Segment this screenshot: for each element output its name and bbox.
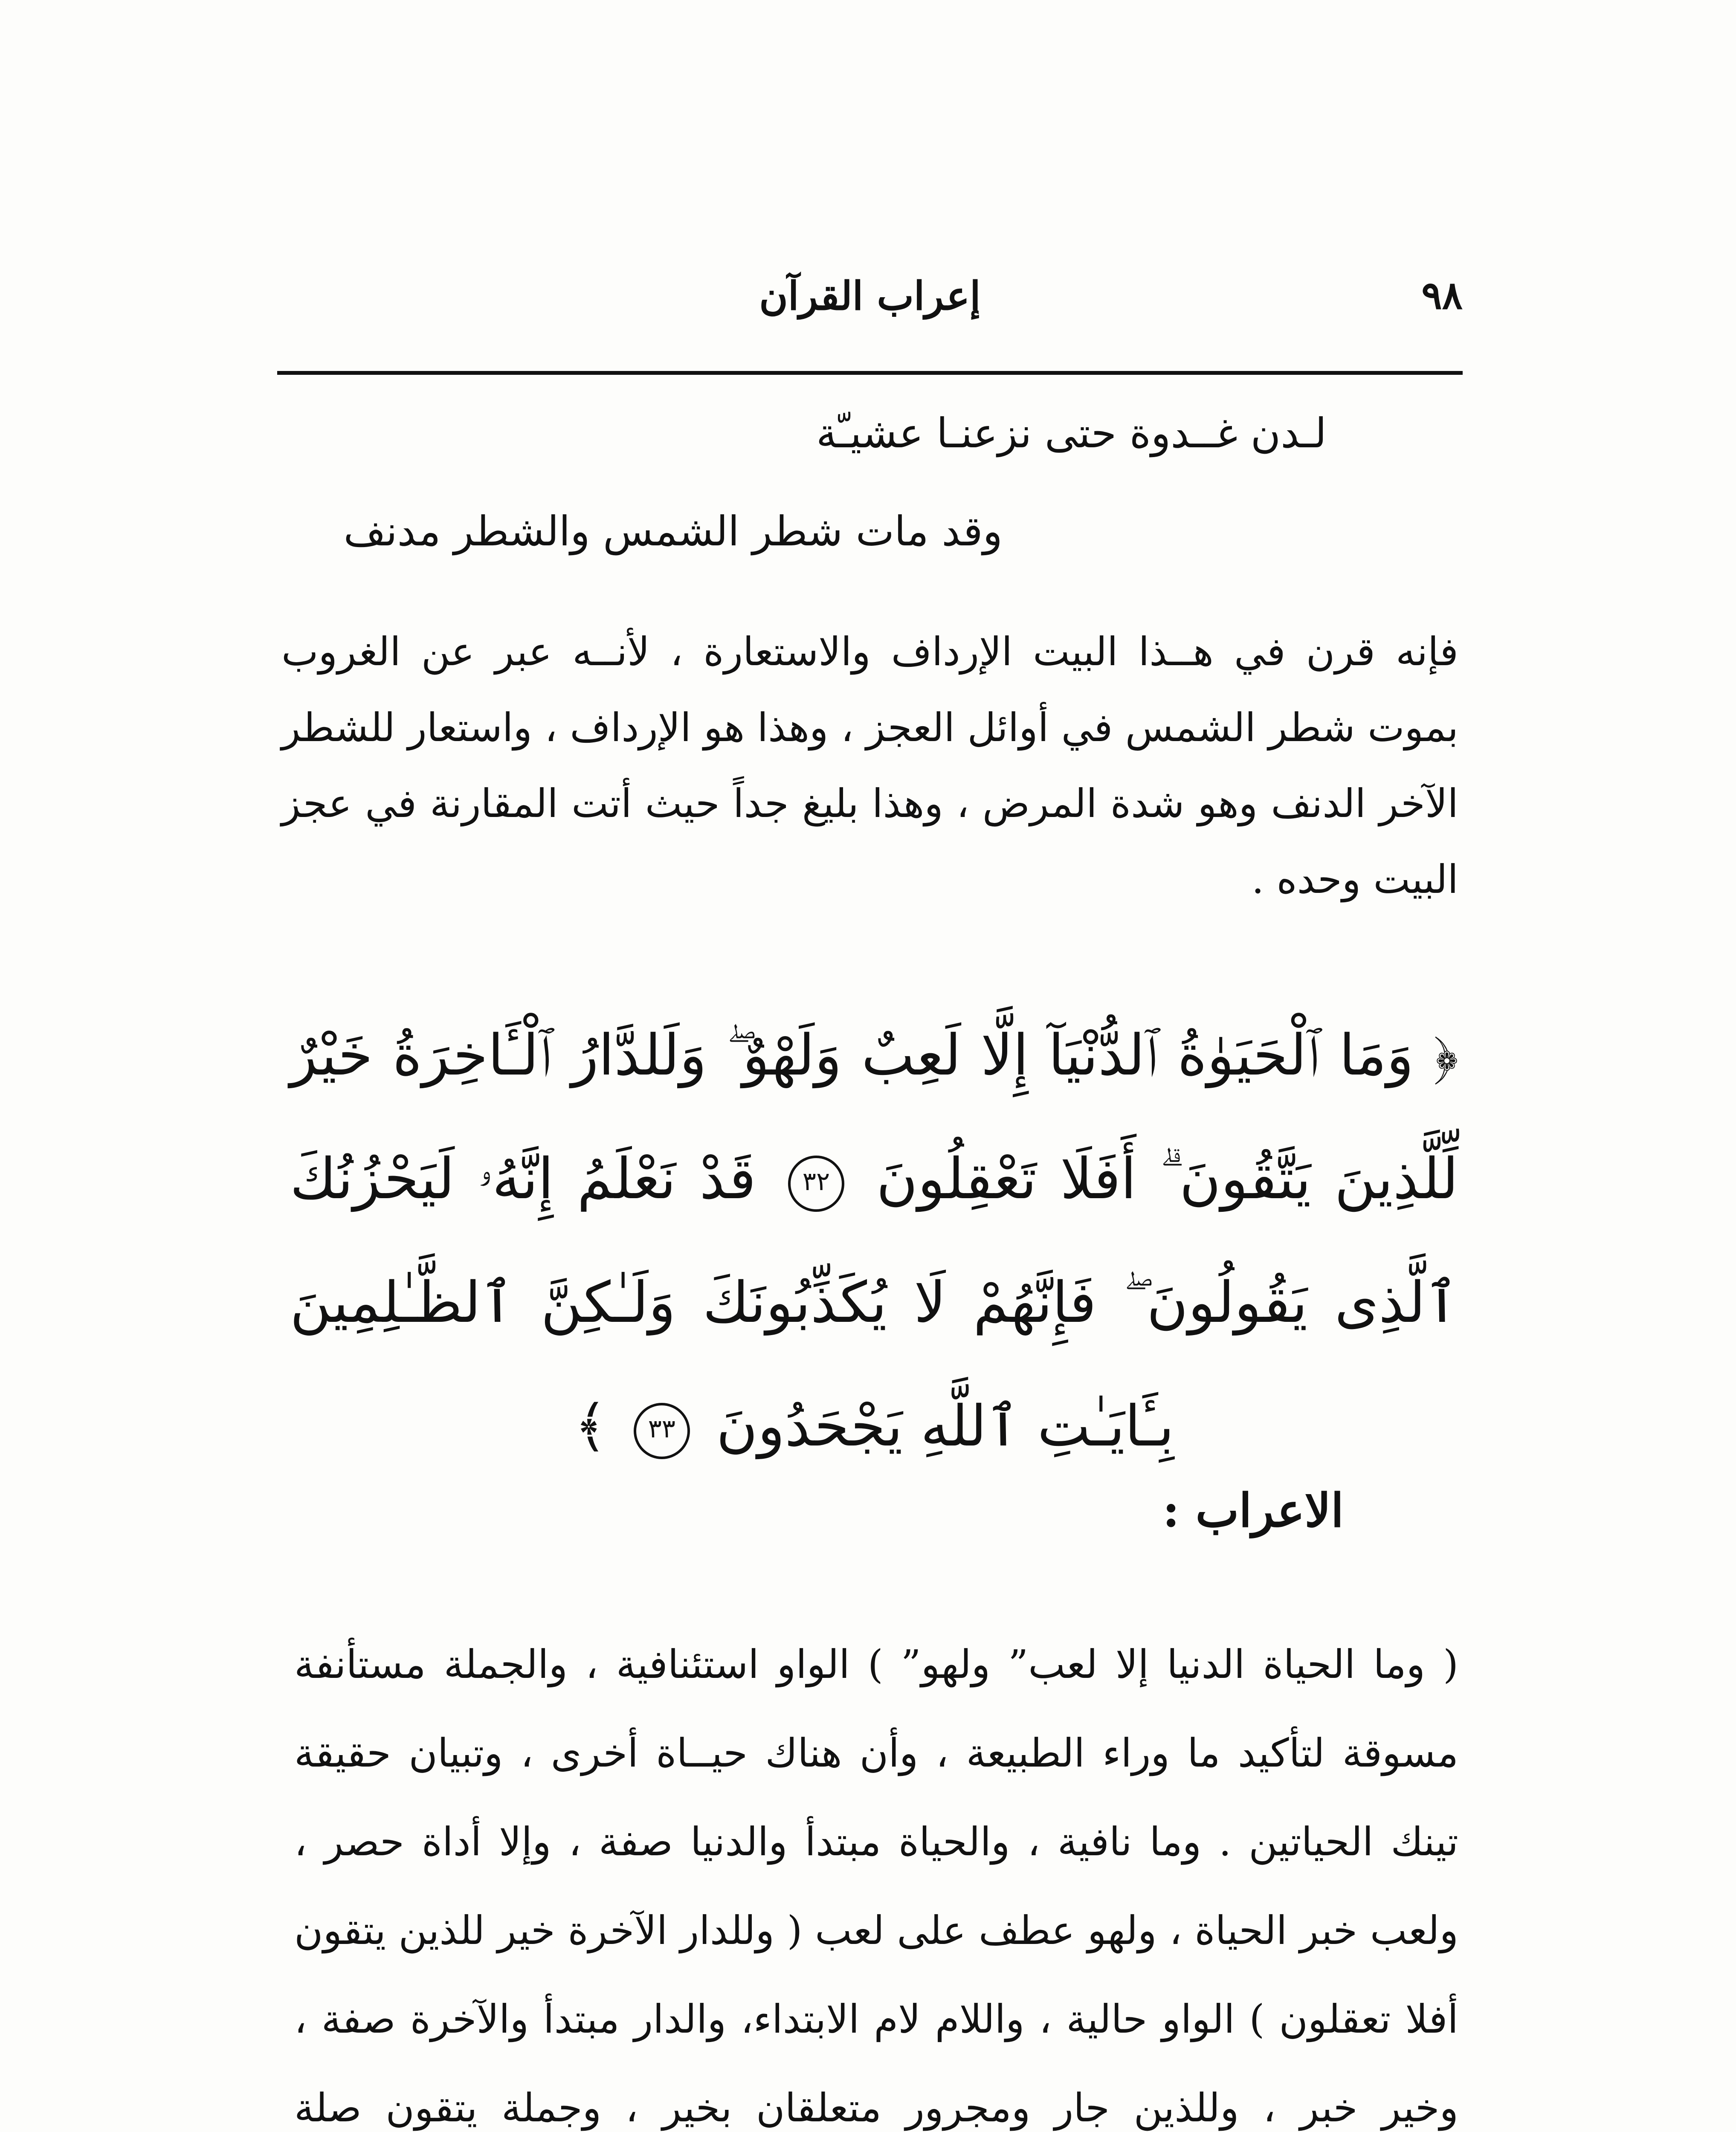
ayah-number-32: ٣٢	[788, 1156, 844, 1212]
running-title: إعراب القرآن	[759, 273, 981, 319]
page-number: ٩٨	[1421, 273, 1463, 318]
header-rule	[277, 371, 1463, 375]
commentary-paragraph: فإنه قرن في هــذا البيت الإرداف والاستعارة ، لأنــه عبر عن الغروب بموت شطر الشمس في أوائل العجز ، وهذا هو الإرداف ، واستعار للشطر الآخر الدنف وهو شدة المرض ، وهذا بليغ جداً حيث أتت المقارنة في عجز البيت وحده .	[281, 629, 1458, 902]
poem-line-1: لـدن غــدوة حتى نزعنـا عشيـّة	[816, 409, 1327, 457]
quran-open-bracket: ﴿	[1433, 1023, 1458, 1088]
quran-verse-32-text: وَمَا ٱلْحَيَوٰةُ ٱلدُّنْيَآ إِلَّا لَعِبٌ وَلَهْوٌ ۖ وَلَلدَّارُ ٱلْـَٔاخِرَةُ خَيْرٌ لِّلَّذِينَ يَتَّقُونَ ۗ أَفَلَا تَعْقِلُونَ	[290, 1023, 1458, 1212]
section-heading-irab: الاعراب :	[1162, 1484, 1344, 1538]
quran-verse-33-text: قَدْ نَعْلَمُ إِنَّهُۥ لَيَحْزُنُكَ ٱلَّذِى يَقُولُونَ ۖ فَإِنَّهُمْ لَا يُكَذِّبُونَكَ وَلَـٰكِنَّ ٱلظَّـٰلِمِينَ بِـَٔايَـٰتِ ٱللَّهِ يَجْحَدُونَ	[290, 1146, 1458, 1459]
quran-verse-block	[290, 994, 1458, 1488]
poem-line-2: وقد مات شطر الشمس والشطر مدنف	[343, 507, 1003, 555]
grammar-analysis-paragraph: ( وما الحياة الدنيا إلا لعب” ولهو” ) الواو استئنافية ، والجملة مستأنفة مسوقة لتأكيد ما وراء الطبيعة ، وأن هناك حيــاة أخرى ، وتبيان حقيقة تينك الحياتين . وما نافية ، والحياة مبتدأ والدنيا صفة ، وإلا أداة حصر ، ولعب خبر الحياة ، ولهو عطف على لعب ( وللدار الآخرة خير للذين يتقون أفلا تعقلون ) الواو حالية ، واللام لام الابتداء، والدار مبتدأ والآخرة صفة ، وخير خبر ، وللذين جار ومجرور متعلقان بخير ، وجملة يتقون صلة	[294, 1642, 1458, 2131]
page-header	[277, 273, 1463, 341]
ayah-number-33: ٣٣	[634, 1403, 690, 1459]
quran-close-bracket: ﴾	[574, 1393, 607, 1459]
